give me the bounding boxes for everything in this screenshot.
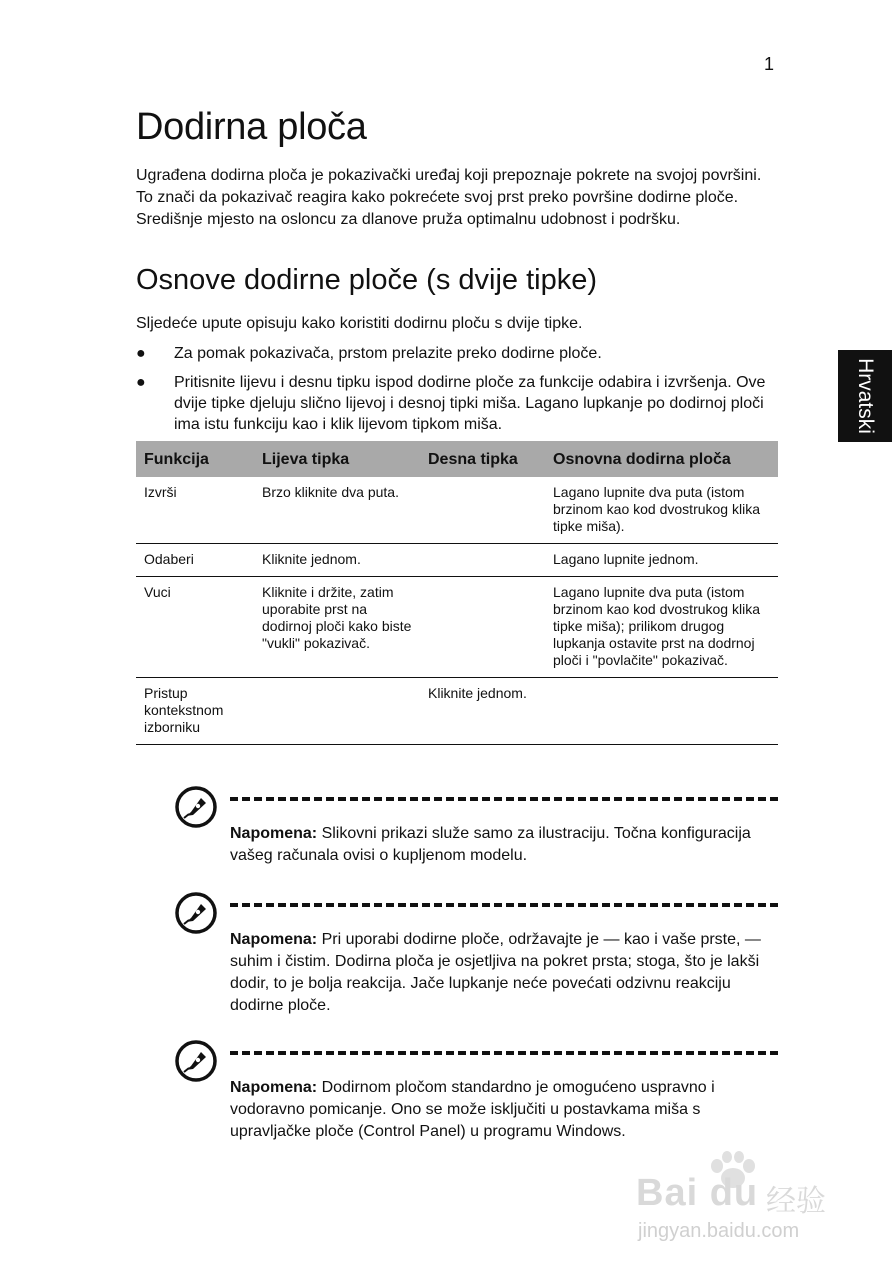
table-cell: [254, 678, 420, 745]
pen-note-icon: [174, 891, 218, 935]
note-text: [230, 1077, 780, 1143]
note-text: [230, 823, 780, 867]
table-cell: Lagano lupnite dva puta (istom brzinom kao kod dvostrukog klika tipke miša); prilikom drugog lupkanja ostavite prst na dodrnoj ploči i "povlačite" pokazivač.: [545, 577, 778, 678]
table-cell: [545, 678, 778, 745]
table-header-cell: Lijeva tipka: [254, 441, 420, 477]
watermark-chinese-text: 经验: [766, 1185, 826, 1218]
note-body: Pri uporabi dodirne ploče, održavajte je — kao i vaše prste, — suhim i čistim. Dodirna ploča je osjetljiva na pokret prsta; stoga, što je lakši dodir, to je bolja reakcija. Jače lupkanje neće povećati odzivnu reakciju dodirne ploče.: [230, 931, 761, 1014]
dashed-divider: [230, 797, 778, 801]
pen-note-icon: [174, 1039, 218, 1083]
table-cell: Izvrši: [136, 477, 254, 544]
bullet-text: Za pomak pokazivača, prstom prelazite preko dodirne ploče.: [174, 345, 602, 362]
table-row: [136, 477, 778, 544]
intro-paragraph: Ugrađena dodirna ploča je pokazivački uređaj koji prepoznaje pokrete na svojoj površini. To znači da pokazivač reagira kako pokrećete svoj prst preko površine dodirne ploče. Središnje mjesto na osloncu za dlanove pruža optimalnu udobnost i podršku.: [136, 167, 762, 228]
table-cell: Odaberi: [136, 544, 254, 577]
table-cell: [420, 477, 545, 544]
section-lead: Sljedeće upute opisuju kako koristiti dodirnu ploču s dvije tipke.: [136, 315, 583, 332]
table-cell: Brzo kliknite dva puta.: [254, 477, 420, 544]
table-row: [136, 577, 778, 678]
page-number: 1: [764, 54, 775, 74]
table-cell: [420, 544, 545, 577]
bullet-icon: ●: [136, 345, 146, 362]
note-label: Napomena:: [230, 931, 318, 948]
table-header-row: [136, 441, 778, 477]
table-cell: Pristup kontekstnom izborniku: [136, 678, 254, 745]
list-item: [136, 343, 780, 364]
section-title: Osnove dodirne ploče (s dvije tipke): [136, 264, 598, 296]
table-header-cell: Desna tipka: [420, 441, 545, 477]
dashed-divider: [230, 903, 778, 907]
bullet-list: [136, 343, 780, 435]
table-header-cell: Funkcija: [136, 441, 254, 477]
note-body: Slikovni prikazi služe samo za ilustraciju. Točna konfiguracija vašeg računala ovisi o kupljenom modelu.: [230, 825, 751, 864]
table-cell: Vuci: [136, 577, 254, 678]
note-label: Napomena:: [230, 1079, 318, 1096]
page-title: Dodirna ploča: [136, 106, 367, 148]
table-cell: Kliknite jednom.: [254, 544, 420, 577]
note-label: Napomena:: [230, 825, 318, 842]
table-header-cell: Osnovna dodirna ploča: [545, 441, 778, 477]
watermark-logo-text: Bai du: [636, 1172, 759, 1214]
list-item: [136, 372, 780, 435]
note-text: [230, 929, 780, 1017]
table-row: [136, 678, 778, 745]
function-table: [136, 441, 778, 745]
dashed-divider: [230, 1051, 778, 1055]
bullet-text: Pritisnite lijevu i desnu tipku ispod dodirne ploče za funkcije odabira i izvršenja. Ove dvije tipke djeluju slično lijevoj i desnoj tipki miša. Lagano lupkanje po dodirnoj ploči ima istu funkciju kao i klik lijevom tipkom miša.: [174, 374, 766, 433]
bullet-icon: ●: [136, 374, 146, 391]
table-row: [136, 544, 778, 577]
pen-note-icon: [174, 785, 218, 829]
note-body: Dodirnom pločom standardno je omogućeno uspravno i vodoravno pomicanje. Ono se može isključiti u postavkama miša s upravljačke ploče (Control Panel) u programu Windows.: [230, 1079, 715, 1140]
table-cell: Lagano lupnite jednom.: [545, 544, 778, 577]
language-side-tab-label: Hrvatski: [854, 358, 877, 434]
table-cell: Lagano lupnite dva puta (istom brzinom kao kod dvostrukog klika tipke miša).: [545, 477, 778, 544]
baidu-watermark: [636, 1150, 846, 1250]
table-cell: Kliknite jednom.: [420, 678, 545, 745]
watermark-url: jingyan.baidu.com: [638, 1220, 800, 1242]
table-cell: [420, 577, 545, 678]
table-cell: Kliknite i držite, zatim uporabite prst na dodirnoj ploči kako biste "vukli" pokazivač.: [254, 577, 420, 678]
language-side-tab: [838, 350, 892, 442]
